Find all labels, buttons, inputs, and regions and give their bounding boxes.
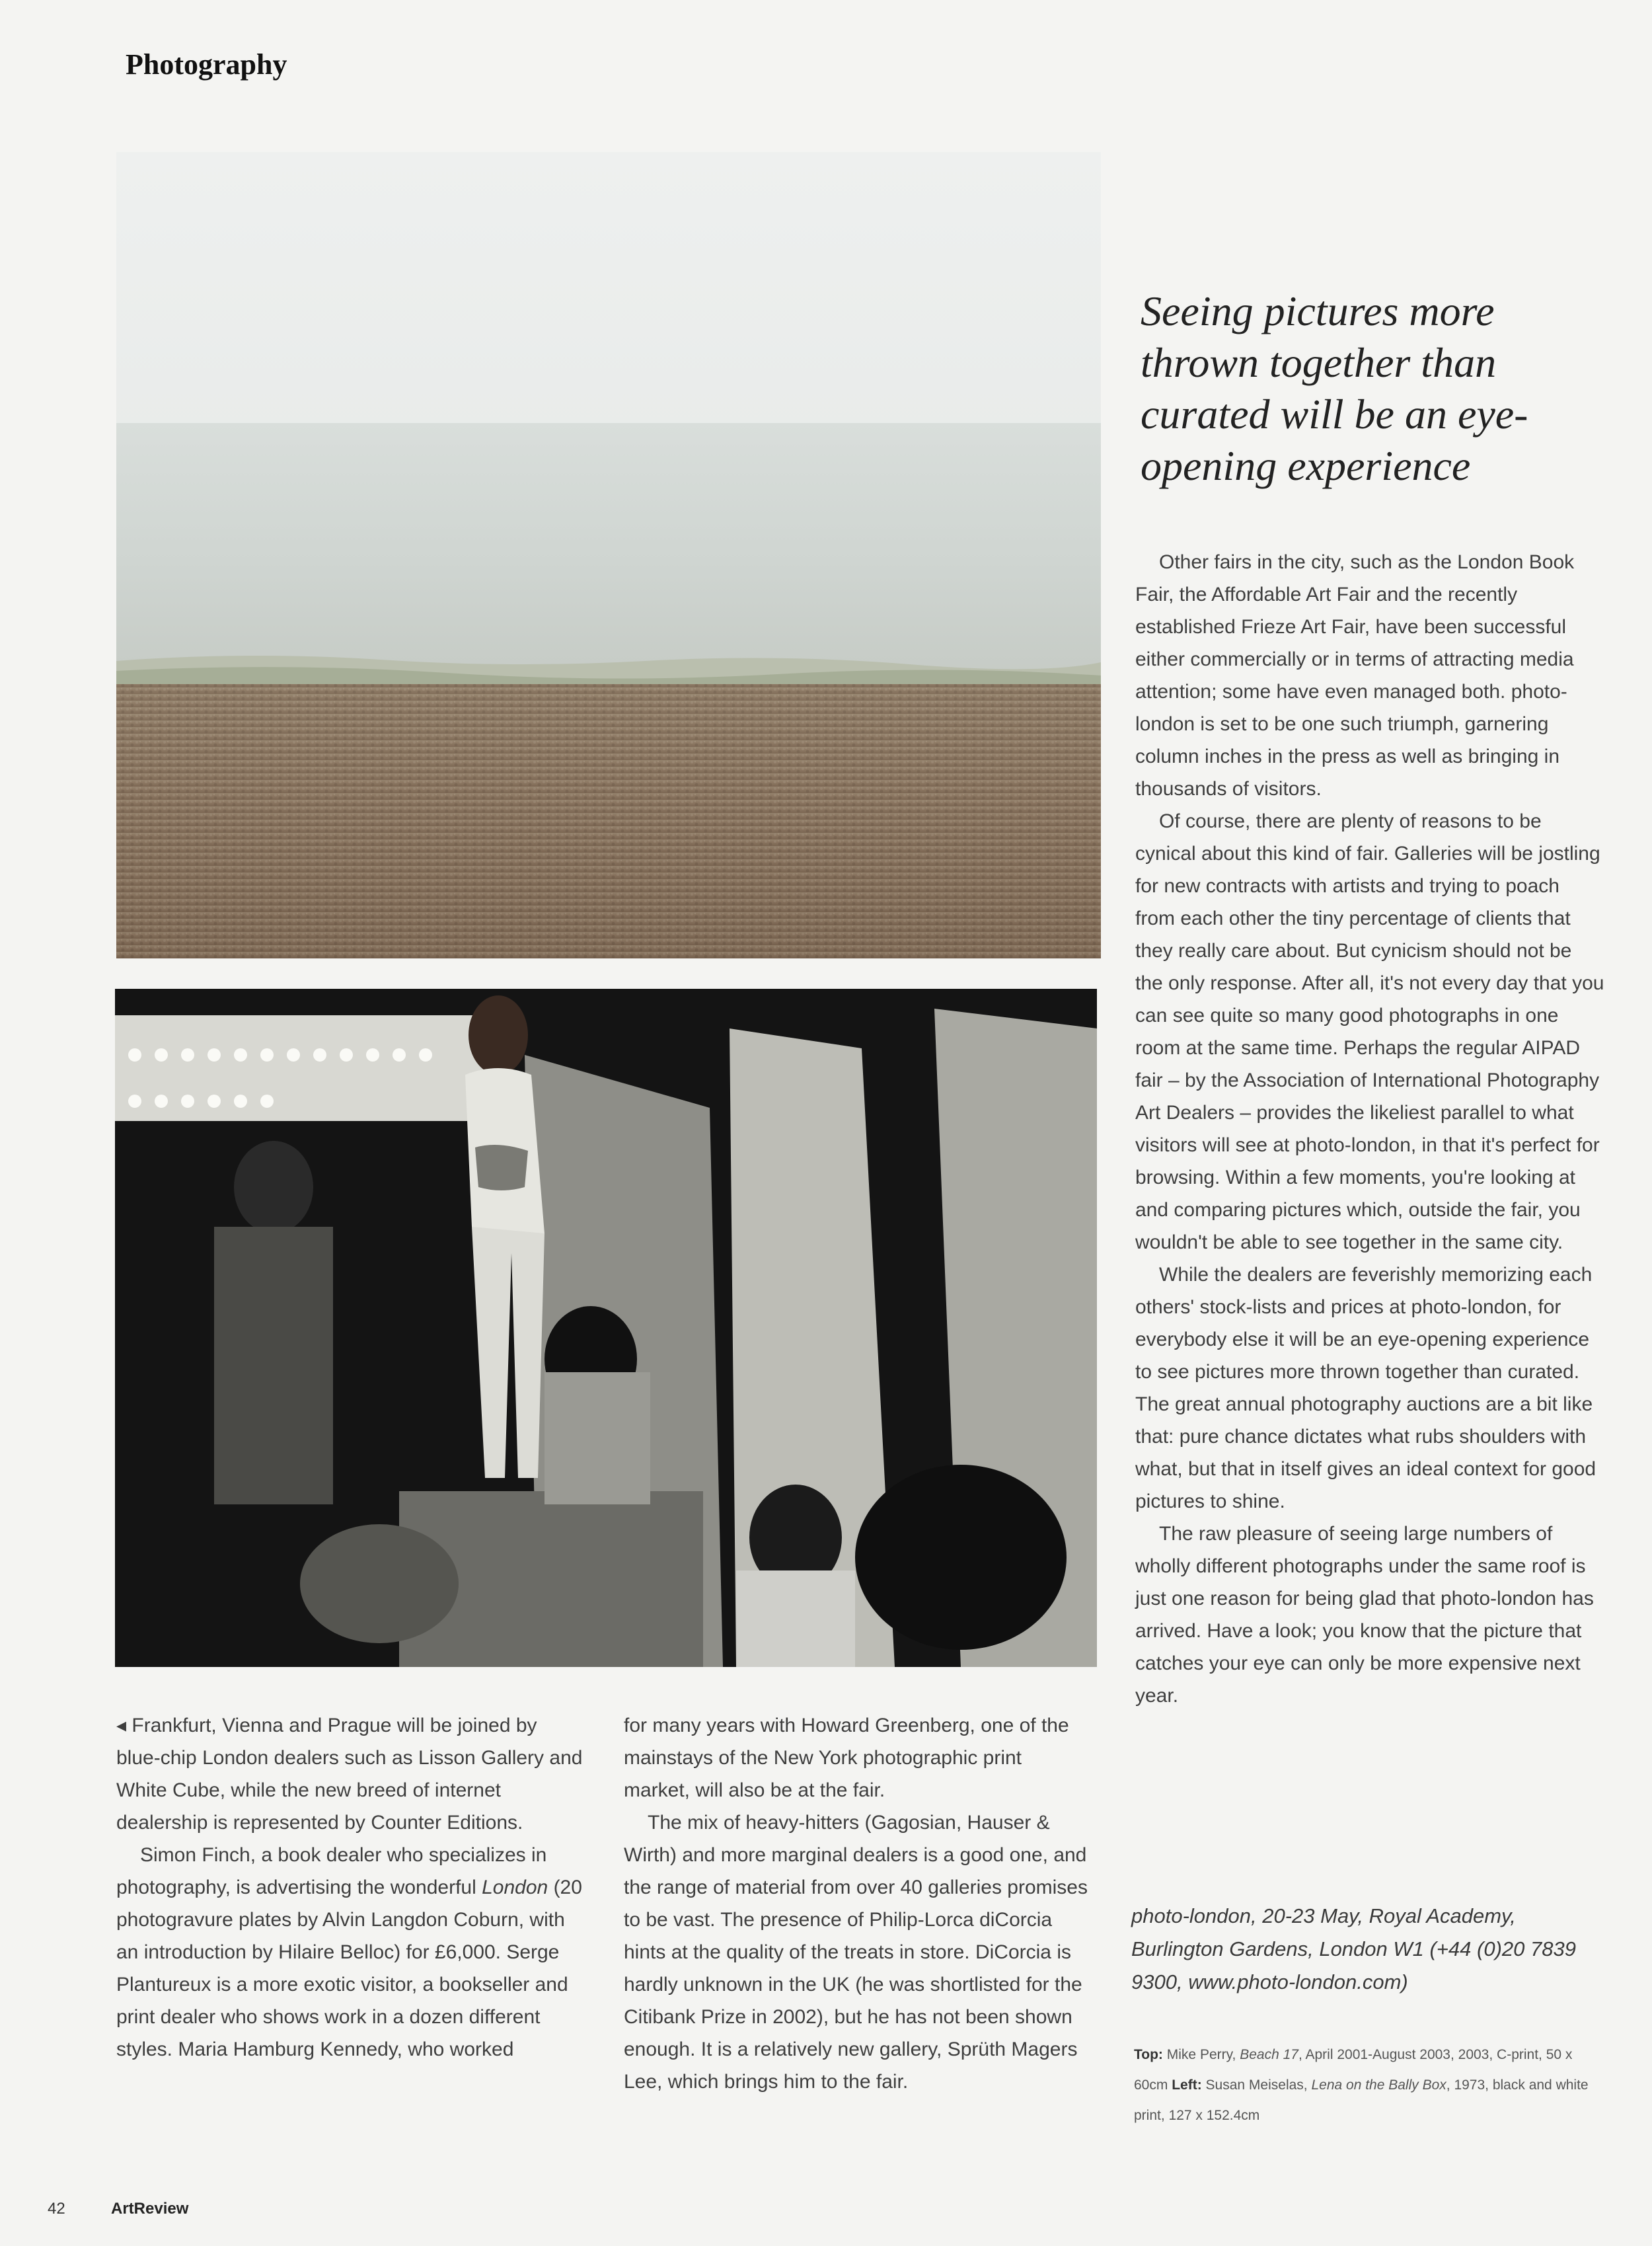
fairground-photograph bbox=[115, 989, 1097, 1667]
caption-top-details: , April 2001-August 2003, 2003, C-print, 50 x 60cm bbox=[1134, 2047, 1573, 2093]
event-listing: photo-london, 20-23 May, Royal Academy, Burlington Gardens, London W1 (+44 (0)20 7839 9300, www.photo-london.com) bbox=[1131, 1904, 1576, 1994]
column-a-paragraph-2-end: (20 photogravure plates by Alvin Langdon Coburn, with an introduction by Hilaire Belloc) for £6,000. Serge Plantureux is a more exotic visitor, a bookseller and print dealer who shows work in a dozen different styles. Maria Hamburg Kennedy, who worked bbox=[116, 1877, 582, 2060]
caption-top-title: Beach 17 bbox=[1240, 2047, 1298, 2062]
column-a-paragraph-1: ◂ Frankfurt, Vienna and Prague will be joined by blue-chip London dealers such as Lisson Gallery and White Cube, while the new breed of internet dealership is represented by Counter Editions. bbox=[116, 1715, 583, 1834]
beach-photograph bbox=[116, 152, 1101, 958]
column-b-text bbox=[624, 1709, 1093, 2098]
column-b-paragraph-2: The mix of heavy-hitters (Gagosian, Hauser & Wirth) and more marginal dealers is a good one, and the range of material from over 40 galleries promises to be vast. The presence of Philip-Lorca diCorcia hints at the quality of the treats in store. DiCorcia is hardly unknown in the UK (he was shortlisted for the Citibank Prize in 2002), but he has not been shown enough. It is a relatively new gallery, Sprüth Magers Lee, which brings him to the fair. bbox=[624, 1812, 1088, 2093]
column-b-paragraph-1: for many years with Howard Greenberg, one of the mainstays of the New York photographic print market, will also be at the fair. bbox=[624, 1715, 1069, 1801]
caption-left-artist: Susan Meiselas, bbox=[1205, 2077, 1312, 2093]
photo-caption bbox=[1134, 2040, 1610, 2131]
right-paragraph-4: The raw pleasure of seeing large numbers of wholly different photographs under the same roof is just one reason for being glad that photo-london has arrived. Have a look; you know that the picture that catches your eye can only be more expensive next year. bbox=[1135, 1523, 1594, 1707]
caption-top-label: Top: bbox=[1134, 2047, 1163, 2062]
column-a-text bbox=[116, 1709, 585, 2066]
right-paragraph-2: Of course, there are plenty of reasons to be cynical about this kind of fair. Galleries will be jostling for new contracts with artists and trying to poach from each other the tiny percentage of clients that they really care about. But cynicism should not be the only response. After all, it's not every day that you can see quite so many good photographs in one room at the same time. Perhaps the regular AIPAD fair – by the Association of International Photography Art Dealers – provides the likeliest parallel to what visitors will see at photo-london, in that it's perfect for browsing. Within a few moments, you're looking at and comparing pictures which, outside the fair, you wouldn't be able to see together in the same city. bbox=[1135, 810, 1604, 1253]
book-title: London bbox=[482, 1877, 548, 1898]
right-column-text bbox=[1135, 546, 1604, 1712]
right-paragraph-3: While the dealers are feverishly memorizing each others' stock-lists and prices at photo-london, for everybody else it will be an eye-opening experience to see pictures more thrown together than curated. The great annual photography auctions are a bit like that: pure chance dictates what rubs shoulders with what, but that in itself gives an ideal context for good pictures to shine. bbox=[1135, 1264, 1596, 1512]
caption-left-title: Lena on the Bally Box bbox=[1311, 2077, 1446, 2093]
page-number: 42 bbox=[48, 2200, 65, 2218]
column-a-paragraph-2-start: Simon Finch, a book dealer who specializes in photography, is advertising the wonderful bbox=[116, 1844, 547, 1898]
column-a-paragraph-2 bbox=[116, 1839, 585, 2066]
caption-left-details: , 1973, black and white print, 127 x 152.4cm bbox=[1134, 2077, 1589, 2123]
magazine-name: ArtReview bbox=[111, 2200, 189, 2218]
pull-quote: Seeing pictures more thrown together than curated will be an eye-opening experience bbox=[1141, 288, 1528, 489]
caption-left-label: Left: bbox=[1172, 2077, 1202, 2093]
caption-top-artist: Mike Perry, bbox=[1166, 2047, 1240, 2062]
section-title: Photography bbox=[126, 48, 287, 81]
right-paragraph-1: Other fairs in the city, such as the London Book Fair, the Affordable Art Fair and the recently established Frieze Art Fair, have been successful either commercially or in terms of attracting media attention; some have even managed both. photo-london is set to be one such triumph, garnering column inches in the press as well as bringing in thousands of visitors. bbox=[1135, 551, 1575, 800]
